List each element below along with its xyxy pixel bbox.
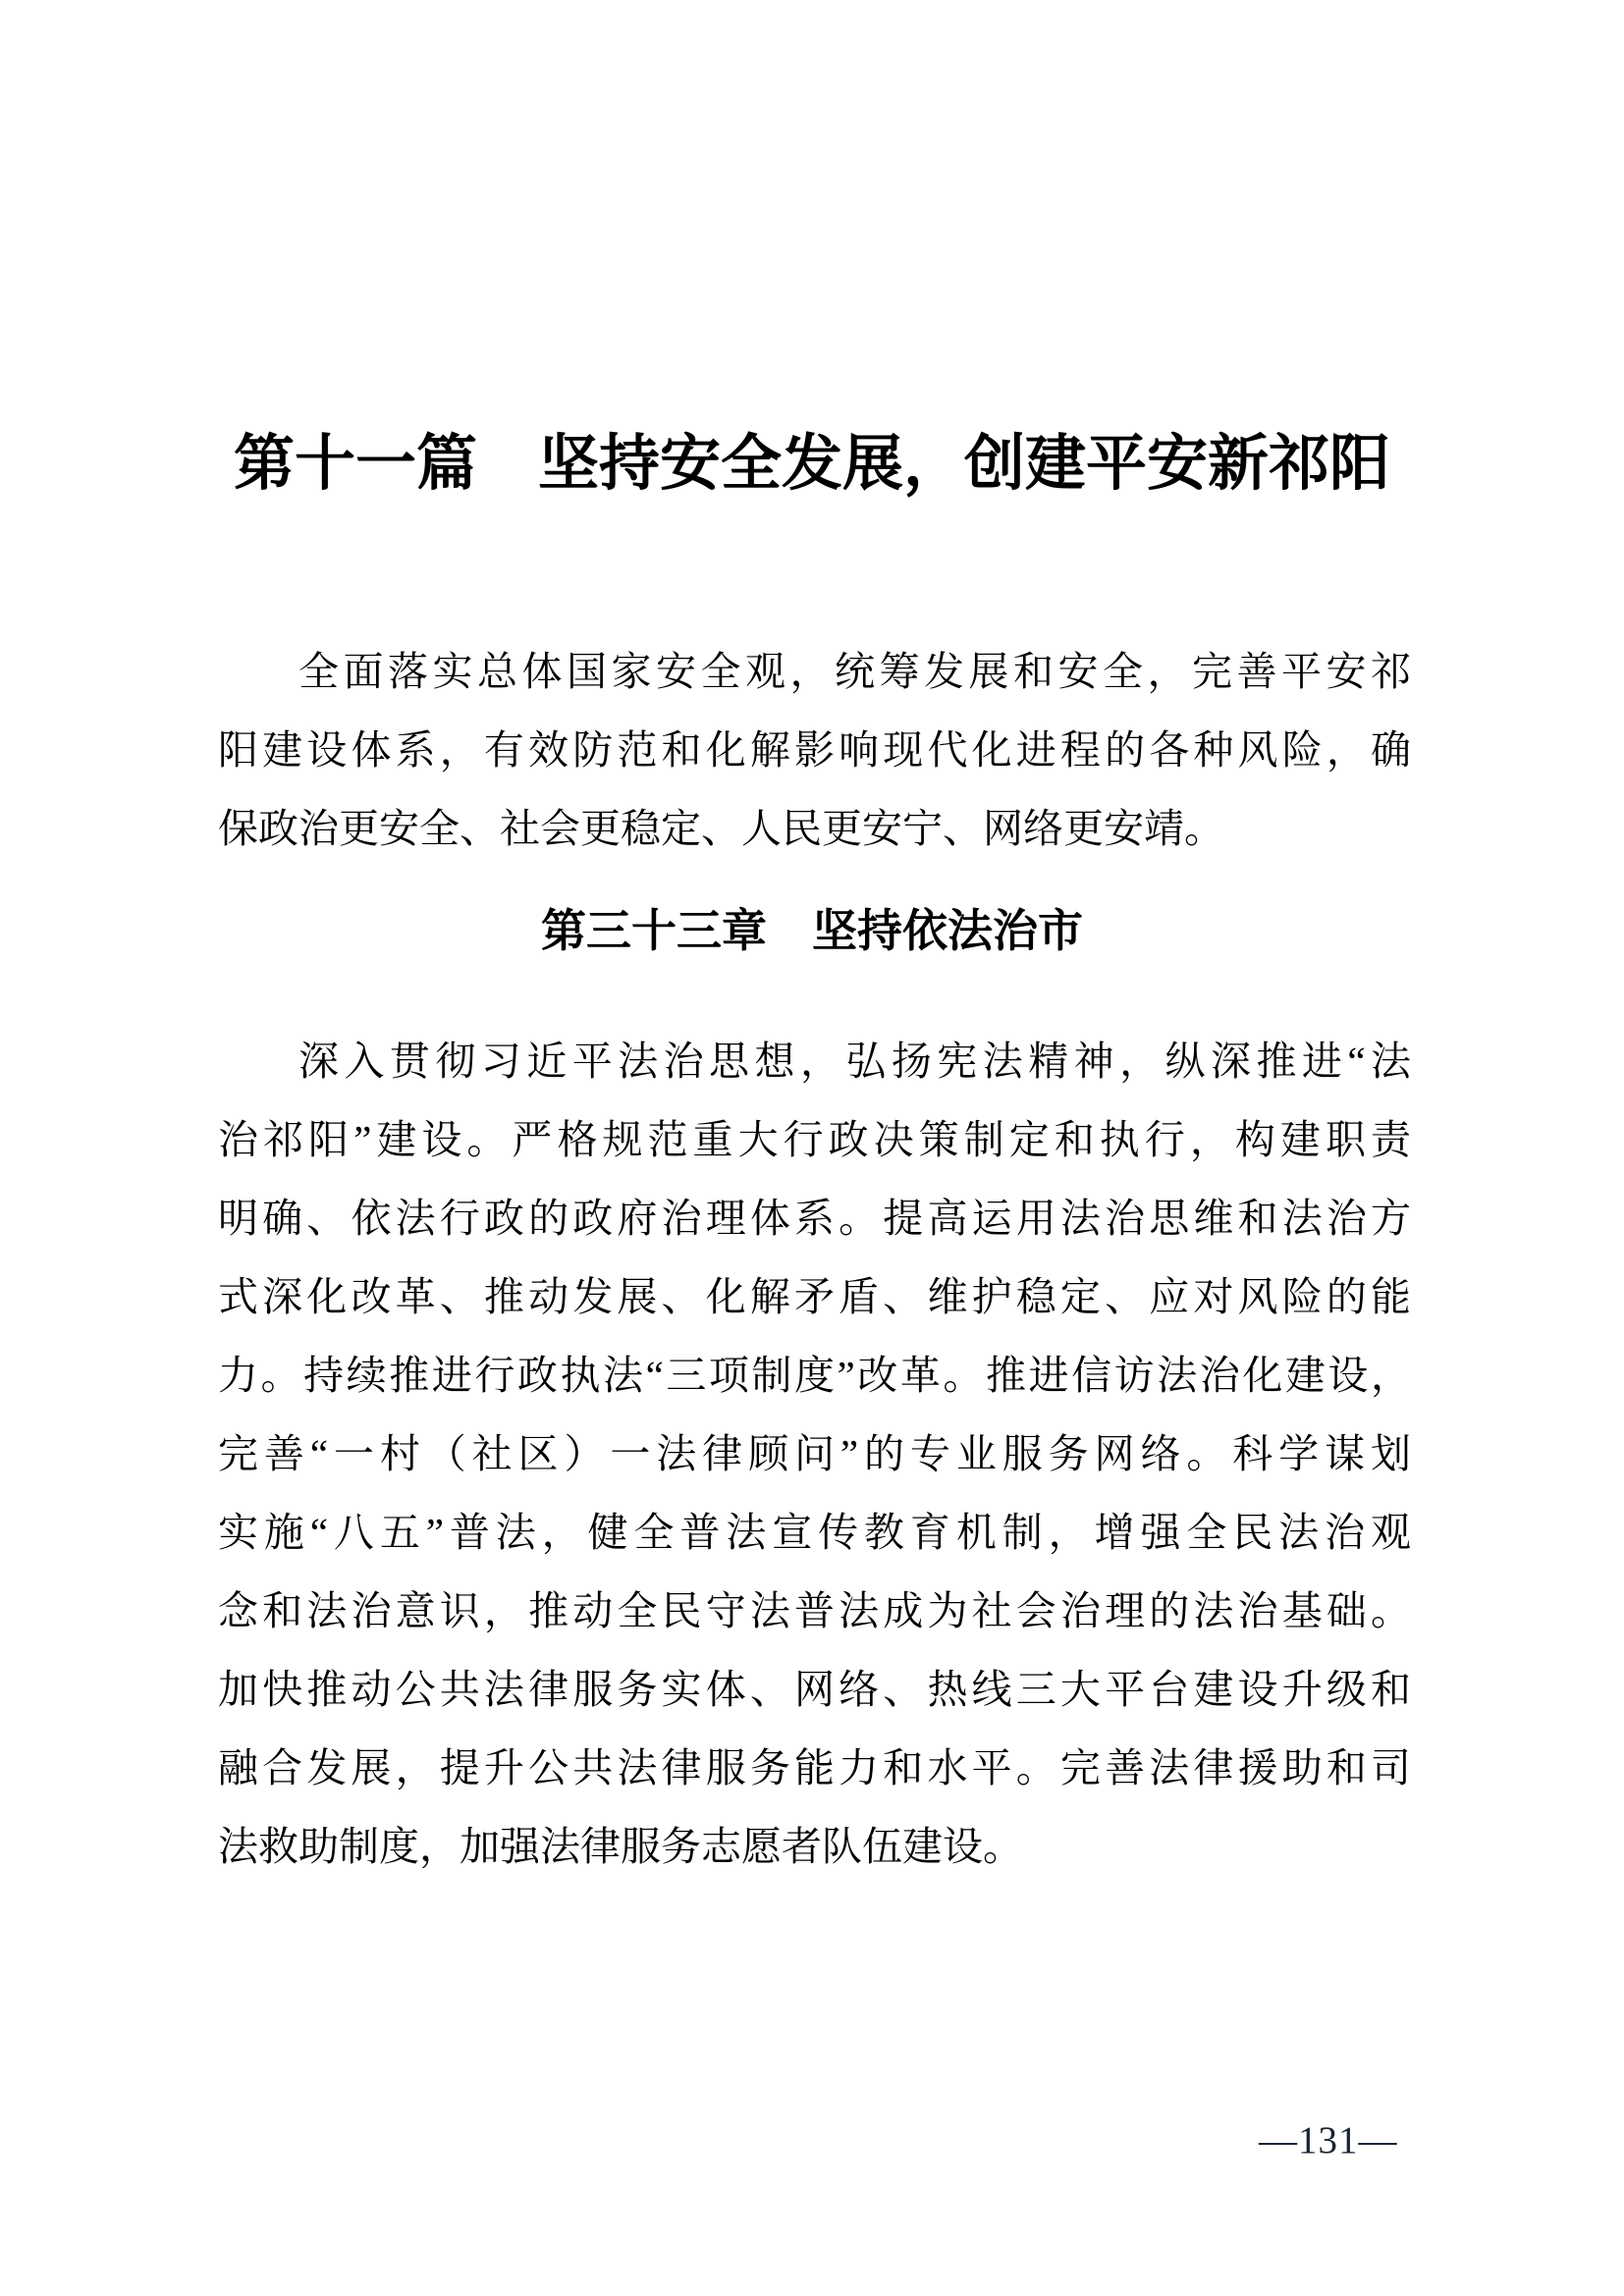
intro-paragraph <box>218 632 1411 868</box>
text-line: 完善“一村（社区）一法律顾问”的专业服务网络。科学谋划 <box>218 1431 1411 1476</box>
chapter-paragraph <box>218 1022 1411 1886</box>
text-line: 式深化改革、推动发展、化解矛盾、维护稳定、应对风险的能 <box>218 1274 1411 1319</box>
text-line: 治祁阳”建设。严格规范重大行政决策制定和执行，构建职责 <box>218 1117 1411 1162</box>
text-line: 实施“八五”普法，健全普法宣传教育机制，增强全民法治观 <box>218 1510 1411 1555</box>
part-title: 第十一篇 坚持安全发展，创建平安新祁阳 <box>233 431 1390 498</box>
text-line: 深入贯彻习近平法治思想，弘扬宪法精神，纵深推进“法 <box>298 1039 1411 1084</box>
text-line: 加快推动公共法律服务实体、网络、热线三大平台建设升级和 <box>218 1667 1411 1712</box>
chapter-title: 第三十三章 坚持依法治市 <box>541 906 1083 956</box>
text-line: 力。持续推进行政执法“三项制度”改革。推进信访法治化建设， <box>218 1353 1411 1398</box>
text-line: 融合发展，提升公共法律服务能力和水平。完善法律援助和司 <box>218 1745 1411 1790</box>
text-line: 全面落实总体国家安全观，统筹发展和安全，完善平安祁 <box>298 649 1411 694</box>
text-line: 保政治更安全、社会更稳定、人民更安宁、网络更安靖。 <box>218 806 1224 851</box>
text-line: 明确、依法行政的政府治理体系。提高运用法治思维和法治方 <box>218 1196 1411 1241</box>
page-number: —131— <box>1259 2119 1398 2162</box>
text-line: 法救助制度，加强法律服务志愿者队伍建设。 <box>218 1824 1023 1869</box>
text-line: 念和法治意识，推动全民守法普法成为社会治理的法治基础。 <box>218 1588 1411 1633</box>
text-line: 阳建设体系，有效防范和化解影响现代化进程的各种风险，确 <box>218 727 1411 773</box>
